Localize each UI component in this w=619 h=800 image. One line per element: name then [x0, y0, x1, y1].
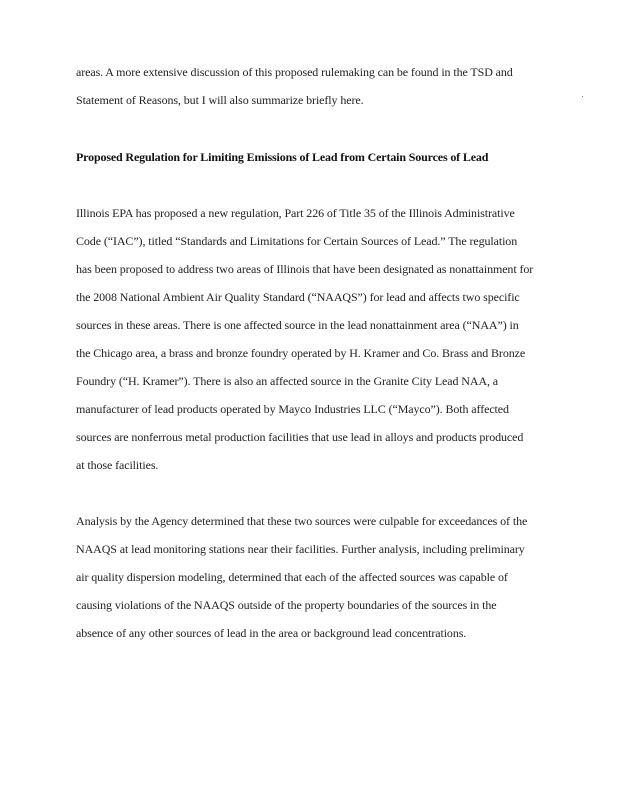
- paragraph2-line-5: absence of any other sources of lead in the area or background lead concentrations.: [76, 626, 467, 640]
- scan-speck: [582, 96, 583, 97]
- paragraph1-line-5: sources in these areas. There is one affected source in the lead nonattainment area (“NAA”) in: [76, 318, 519, 332]
- paragraph1-line-2: Code (“IAC”), titled “Standards and Limitations for Certain Sources of Lead.” The regulation: [76, 234, 518, 248]
- paragraph1-line-8: manufacturer of lead products operated by Mayco Industries LLC (“Mayco”). Both affected: [76, 402, 509, 416]
- paragraph1-line-10: at those facilities.: [76, 458, 159, 472]
- paragraph1-line-1: Illinois EPA has proposed a new regulation, Part 226 of Title 35 of the Illinois Administrative: [76, 206, 515, 220]
- paragraph1-line-4: the 2008 National Ambient Air Quality Standard (“NAAQS”) for lead and affects two specific: [76, 290, 520, 304]
- paragraph2-line-4: causing violations of the NAAQS outside of the property boundaries of the sources in the: [76, 598, 497, 612]
- paragraph2-line-3: air quality dispersion modeling, determined that each of the affected sources was capable of: [76, 570, 508, 584]
- paragraph2-line-2: NAAQS at lead monitoring stations near their facilities. Further analysis, including preliminary: [76, 542, 525, 556]
- intro-line-2: Statement of Reasons, but I will also summarize briefly here.: [76, 93, 364, 107]
- paragraph1-line-9: sources are nonferrous metal production facilities that use lead in alloys and products produced: [76, 430, 524, 444]
- paragraph1-line-6: the Chicago area, a brass and bronze foundry operated by H. Kramer and Co. Brass and Bronze: [76, 346, 526, 360]
- section-heading: Proposed Regulation for Limiting Emissions of Lead from Certain Sources of Lead: [76, 150, 489, 164]
- intro-line-1: areas. A more extensive discussion of this proposed rulemaking can be found in the TSD and: [76, 65, 513, 79]
- paragraph1-line-3: has been proposed to address two areas of Illinois that have been designated as nonattainment for: [76, 262, 534, 276]
- paragraph1-line-7: Foundry (“H. Kramer”). There is also an affected source in the Granite City Lead NAA, a: [76, 374, 499, 388]
- paragraph2-line-1: Analysis by the Agency determined that these two sources were culpable for exceedances of the: [76, 514, 528, 528]
